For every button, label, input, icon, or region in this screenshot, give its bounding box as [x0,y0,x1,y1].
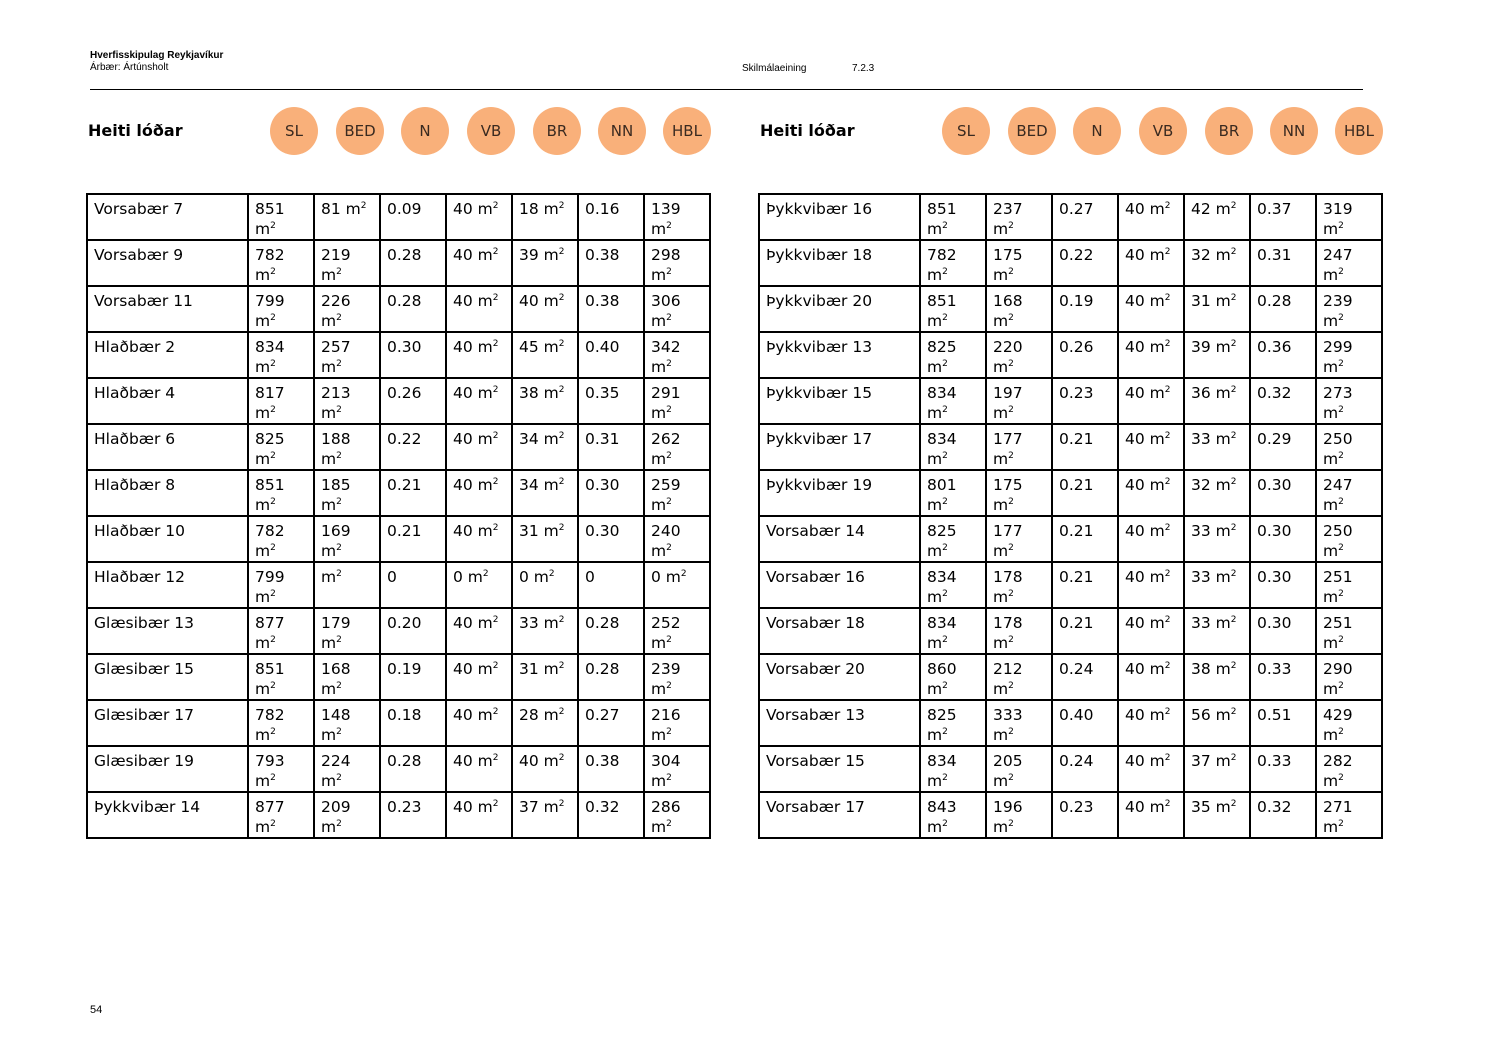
value-cell: 0 [578,562,644,608]
badge-n: N [401,107,449,155]
table-row [87,240,710,286]
value-cell: 209 $m^2$ [314,792,380,838]
table-row [87,608,710,654]
value-cell: 851 $m^2$ [920,286,986,332]
badge-bed: BED [336,107,384,155]
value-cell: 32 $m^2$ [1184,240,1250,286]
table-row [87,700,710,746]
value-cell: 40 $m^2$ [1118,562,1184,608]
lot-name-cell: Glæsibær 13 [87,608,248,654]
value-cell: 429 $m^2$ [1316,700,1382,746]
table-row [759,194,1382,240]
value-cell: 247 $m^2$ [1316,470,1382,516]
value-cell: 0.27 [578,700,644,746]
value-cell: 793 $m^2$ [248,746,314,792]
badge-vb: VB [1139,107,1187,155]
table-row [759,608,1382,654]
value-cell: 237 $m^2$ [986,194,1052,240]
badge-nn: NN [598,107,646,155]
value-cell: 0.31 [578,424,644,470]
value-cell: 45 $m^2$ [512,332,578,378]
value-cell: 185 $m^2$ [314,470,380,516]
value-cell: 40 $m^2$ [1118,792,1184,838]
value-cell: 40 $m^2$ [446,700,512,746]
value-cell: 0.21 [380,516,446,562]
value-cell: 33 $m^2$ [1184,516,1250,562]
value-cell: 834 $m^2$ [248,332,314,378]
value-cell: 782 $m^2$ [248,516,314,562]
badge-hbl: HBL [1335,107,1383,155]
value-cell: 825 $m^2$ [920,516,986,562]
value-cell: 0 $m^2$ [512,562,578,608]
section-number: 7.2.3 [852,63,875,74]
value-cell: 0.28 [380,286,446,332]
value-cell: 0.33 [1250,746,1316,792]
value-cell: 34 $m^2$ [512,424,578,470]
header-divider [90,89,1363,90]
value-cell: 40 $m^2$ [512,746,578,792]
value-cell: 342 $m^2$ [644,332,710,378]
value-cell: 0.18 [380,700,446,746]
value-cell: 33 $m^2$ [1184,424,1250,470]
value-cell: 239 $m^2$ [1316,286,1382,332]
lot-name-cell: Hlaðbær 12 [87,562,248,608]
value-cell: 0.23 [1052,378,1118,424]
lot-name-cell: Glæsibær 15 [87,654,248,700]
value-cell: 38 $m^2$ [512,378,578,424]
value-cell: 56 $m^2$ [1184,700,1250,746]
value-cell: 177 $m^2$ [986,516,1052,562]
value-cell: 31 $m^2$ [512,516,578,562]
lot-name-cell: Þykkvibær 14 [87,792,248,838]
value-cell: 251 $m^2$ [1316,608,1382,654]
value-cell: 0.30 [578,470,644,516]
value-cell: 39 $m^2$ [1184,332,1250,378]
value-cell: 40 $m^2$ [446,378,512,424]
table-row [759,424,1382,470]
value-cell: 81 $m^2$ [314,194,380,240]
badge-nn: NN [1270,107,1318,155]
value-cell: 782 $m^2$ [248,240,314,286]
value-cell: 782 $m^2$ [248,700,314,746]
value-cell: 40 $m^2$ [446,194,512,240]
value-cell: 35 $m^2$ [1184,792,1250,838]
value-cell: 205 $m^2$ [986,746,1052,792]
value-cell: 0.26 [380,378,446,424]
table-row [759,240,1382,286]
value-cell: 825 $m^2$ [920,332,986,378]
value-cell: 0.21 [380,470,446,516]
table-row [87,378,710,424]
lot-name-cell: Hlaðbær 8 [87,470,248,516]
value-cell: 319 $m^2$ [1316,194,1382,240]
value-cell: 39 $m^2$ [512,240,578,286]
value-cell: 40 $m^2$ [446,792,512,838]
table-row [87,516,710,562]
value-cell: 0.20 [380,608,446,654]
value-cell: 40 $m^2$ [1118,424,1184,470]
value-cell: 40 $m^2$ [446,516,512,562]
lot-name-cell: Þykkvibær 15 [759,378,920,424]
value-cell: 168 $m^2$ [986,286,1052,332]
value-cell: 196 $m^2$ [986,792,1052,838]
value-cell: 177 $m^2$ [986,424,1052,470]
value-cell: 799 $m^2$ [248,286,314,332]
value-cell: 0.09 [380,194,446,240]
value-cell: 40 $m^2$ [446,240,512,286]
value-cell: 33 $m^2$ [1184,608,1250,654]
value-cell: 0.32 [1250,792,1316,838]
value-cell: 0.16 [578,194,644,240]
value-cell: 219 $m^2$ [314,240,380,286]
value-cell: 239 $m^2$ [644,654,710,700]
value-cell: 286 $m^2$ [644,792,710,838]
badge-bed: BED [1008,107,1056,155]
value-cell: 40 $m^2$ [446,424,512,470]
value-cell: 0.35 [578,378,644,424]
value-cell: 834 $m^2$ [920,424,986,470]
value-cell: 0.31 [1250,240,1316,286]
value-cell: 168 $m^2$ [314,654,380,700]
value-cell: 0.21 [1052,516,1118,562]
lot-name-cell: Vorsabær 16 [759,562,920,608]
table-row [87,470,710,516]
value-cell: 40 $m^2$ [446,470,512,516]
value-cell: 40 $m^2$ [446,332,512,378]
value-cell: 0.28 [380,240,446,286]
section-label: Skilmálaeining [742,63,807,74]
document-subtitle: Árbær: Ártúnsholt [90,62,169,73]
value-cell: 299 $m^2$ [1316,332,1382,378]
lot-name-cell: Þykkvibær 17 [759,424,920,470]
value-cell: 843 $m^2$ [920,792,986,838]
page-number: 54 [90,1004,103,1016]
value-cell: 271 $m^2$ [1316,792,1382,838]
value-cell: $m^2$ [314,562,380,608]
table-row [87,654,710,700]
lot-name-cell: Hlaðbær 2 [87,332,248,378]
value-cell: 220 $m^2$ [986,332,1052,378]
value-cell: 834 $m^2$ [920,378,986,424]
value-cell: 212 $m^2$ [986,654,1052,700]
value-cell: 0.38 [578,746,644,792]
table-row [759,470,1382,516]
value-cell: 226 $m^2$ [314,286,380,332]
table-row [759,654,1382,700]
value-cell: 0.21 [1052,424,1118,470]
value-cell: 0 [380,562,446,608]
value-cell: 188 $m^2$ [314,424,380,470]
lot-name-cell: Þykkvibær 13 [759,332,920,378]
value-cell: 40 $m^2$ [1118,470,1184,516]
value-cell: 0.36 [1250,332,1316,378]
value-cell: 40 $m^2$ [1118,286,1184,332]
lot-name-cell: Vorsabær 18 [759,608,920,654]
table-row [759,516,1382,562]
value-cell: 0.23 [380,792,446,838]
badge-vb: VB [467,107,515,155]
value-cell: 36 $m^2$ [1184,378,1250,424]
value-cell: 37 $m^2$ [1184,746,1250,792]
value-cell: 273 $m^2$ [1316,378,1382,424]
table-row [759,286,1382,332]
value-cell: 175 $m^2$ [986,240,1052,286]
value-cell: 38 $m^2$ [1184,654,1250,700]
lot-name-cell: Þykkvibær 19 [759,470,920,516]
value-cell: 40 $m^2$ [512,286,578,332]
value-cell: 40 $m^2$ [1118,608,1184,654]
value-cell: 252 $m^2$ [644,608,710,654]
value-cell: 0.19 [380,654,446,700]
value-cell: 34 $m^2$ [512,470,578,516]
lot-name-cell: Vorsabær 17 [759,792,920,838]
lot-name-cell: Vorsabær 15 [759,746,920,792]
value-cell: 0.21 [1052,562,1118,608]
value-cell: 306 $m^2$ [644,286,710,332]
value-cell: 259 $m^2$ [644,470,710,516]
value-cell: 817 $m^2$ [248,378,314,424]
badge-br: BR [533,107,581,155]
table-row [87,562,710,608]
lot-name-cell: Vorsabær 11 [87,286,248,332]
value-cell: 0.27 [1052,194,1118,240]
lot-name-cell: Hlaðbær 4 [87,378,248,424]
lot-name-cell: Hlaðbær 6 [87,424,248,470]
badge-hbl: HBL [663,107,711,155]
value-cell: 216 $m^2$ [644,700,710,746]
value-cell: 40 $m^2$ [446,746,512,792]
value-cell: 197 $m^2$ [986,378,1052,424]
table-row [759,700,1382,746]
value-cell: 0.40 [1052,700,1118,746]
value-cell: 40 $m^2$ [1118,332,1184,378]
value-cell: 0.28 [578,654,644,700]
value-cell: 139 $m^2$ [644,194,710,240]
value-cell: 0.23 [1052,792,1118,838]
table-row [759,562,1382,608]
value-cell: 250 $m^2$ [1316,424,1382,470]
badge-n: N [1073,107,1121,155]
table-row [87,792,710,838]
value-cell: 262 $m^2$ [644,424,710,470]
value-cell: 40 $m^2$ [446,286,512,332]
value-cell: 213 $m^2$ [314,378,380,424]
value-cell: 834 $m^2$ [920,608,986,654]
value-cell: 31 $m^2$ [512,654,578,700]
value-cell: 40 $m^2$ [1118,194,1184,240]
table-row [759,378,1382,424]
value-cell: 851 $m^2$ [920,194,986,240]
value-cell: 877 $m^2$ [248,792,314,838]
value-cell: 0.21 [1052,608,1118,654]
value-cell: 851 $m^2$ [248,470,314,516]
table-row [87,286,710,332]
value-cell: 169 $m^2$ [314,516,380,562]
value-cell: 333 $m^2$ [986,700,1052,746]
lot-name-cell: Vorsabær 14 [759,516,920,562]
value-cell: 0.21 [1052,470,1118,516]
lot-name-cell: Vorsabær 7 [87,194,248,240]
value-cell: 0.30 [1250,608,1316,654]
value-cell: 42 $m^2$ [1184,194,1250,240]
value-cell: 0.29 [1250,424,1316,470]
value-cell: 851 $m^2$ [248,194,314,240]
document-title: Hverfisskipulag Reykjavíkur [90,50,224,61]
value-cell: 0 $m^2$ [644,562,710,608]
badge-br: BR [1205,107,1253,155]
value-cell: 834 $m^2$ [920,746,986,792]
value-cell: 40 $m^2$ [1118,746,1184,792]
value-cell: 304 $m^2$ [644,746,710,792]
value-cell: 0.38 [578,240,644,286]
table-row [87,424,710,470]
value-cell: 178 $m^2$ [986,562,1052,608]
value-cell: 0.26 [1052,332,1118,378]
value-cell: 32 $m^2$ [1184,470,1250,516]
value-cell: 40 $m^2$ [1118,378,1184,424]
value-cell: 0.32 [578,792,644,838]
value-cell: 0.30 [1250,470,1316,516]
value-cell: 834 $m^2$ [920,562,986,608]
value-cell: 0.30 [380,332,446,378]
value-cell: 782 $m^2$ [920,240,986,286]
value-cell: 298 $m^2$ [644,240,710,286]
value-cell: 175 $m^2$ [986,470,1052,516]
value-cell: 257 $m^2$ [314,332,380,378]
table-row [87,194,710,240]
right-lot-table [758,193,1383,839]
legend-label: Heiti lóðar [88,121,183,140]
value-cell: 148 $m^2$ [314,700,380,746]
value-cell: 224 $m^2$ [314,746,380,792]
value-cell: 28 $m^2$ [512,700,578,746]
table-row [87,746,710,792]
value-cell: 18 $m^2$ [512,194,578,240]
value-cell: 0.19 [1052,286,1118,332]
lot-name-cell: Vorsabær 13 [759,700,920,746]
value-cell: 0.38 [578,286,644,332]
lot-name-cell: Vorsabær 20 [759,654,920,700]
legend-label: Heiti lóðar [760,121,855,140]
value-cell: 33 $m^2$ [1184,562,1250,608]
value-cell: 0.28 [380,746,446,792]
badge-sl: SL [270,107,318,155]
badge-sl: SL [942,107,990,155]
table-row [759,746,1382,792]
lot-name-cell: Þykkvibær 20 [759,286,920,332]
value-cell: 282 $m^2$ [1316,746,1382,792]
value-cell: 240 $m^2$ [644,516,710,562]
value-cell: 0.24 [1052,746,1118,792]
table-row [759,792,1382,838]
value-cell: 0.24 [1052,654,1118,700]
value-cell: 290 $m^2$ [1316,654,1382,700]
value-cell: 251 $m^2$ [1316,562,1382,608]
value-cell: 0.22 [1052,240,1118,286]
lot-name-cell: Þykkvibær 16 [759,194,920,240]
value-cell: 860 $m^2$ [920,654,986,700]
value-cell: 178 $m^2$ [986,608,1052,654]
value-cell: 801 $m^2$ [920,470,986,516]
value-cell: 40 $m^2$ [1118,654,1184,700]
value-cell: 40 $m^2$ [1118,516,1184,562]
value-cell: 0.28 [578,608,644,654]
value-cell: 0.33 [1250,654,1316,700]
value-cell: 31 $m^2$ [1184,286,1250,332]
value-cell: 0 $m^2$ [446,562,512,608]
value-cell: 851 $m^2$ [248,654,314,700]
value-cell: 799 $m^2$ [248,562,314,608]
lot-name-cell: Vorsabær 9 [87,240,248,286]
value-cell: 825 $m^2$ [248,424,314,470]
lot-name-cell: Þykkvibær 18 [759,240,920,286]
table-row [87,332,710,378]
value-cell: 0.28 [1250,286,1316,332]
value-cell: 0.40 [578,332,644,378]
value-cell: 0.30 [1250,516,1316,562]
value-cell: 291 $m^2$ [644,378,710,424]
value-cell: 250 $m^2$ [1316,516,1382,562]
value-cell: 247 $m^2$ [1316,240,1382,286]
value-cell: 40 $m^2$ [446,654,512,700]
value-cell: 33 $m^2$ [512,608,578,654]
value-cell: 0.30 [578,516,644,562]
value-cell: 40 $m^2$ [1118,240,1184,286]
value-cell: 40 $m^2$ [1118,700,1184,746]
left-lot-table [86,193,711,839]
lot-name-cell: Glæsibær 19 [87,746,248,792]
value-cell: 0.22 [380,424,446,470]
lot-name-cell: Glæsibær 17 [87,700,248,746]
lot-name-cell: Hlaðbær 10 [87,516,248,562]
value-cell: 179 $m^2$ [314,608,380,654]
value-cell: 40 $m^2$ [446,608,512,654]
value-cell: 0.37 [1250,194,1316,240]
value-cell: 0.51 [1250,700,1316,746]
value-cell: 0.30 [1250,562,1316,608]
value-cell: 0.32 [1250,378,1316,424]
value-cell: 877 $m^2$ [248,608,314,654]
value-cell: 825 $m^2$ [920,700,986,746]
table-row [759,332,1382,378]
value-cell: 37 $m^2$ [512,792,578,838]
